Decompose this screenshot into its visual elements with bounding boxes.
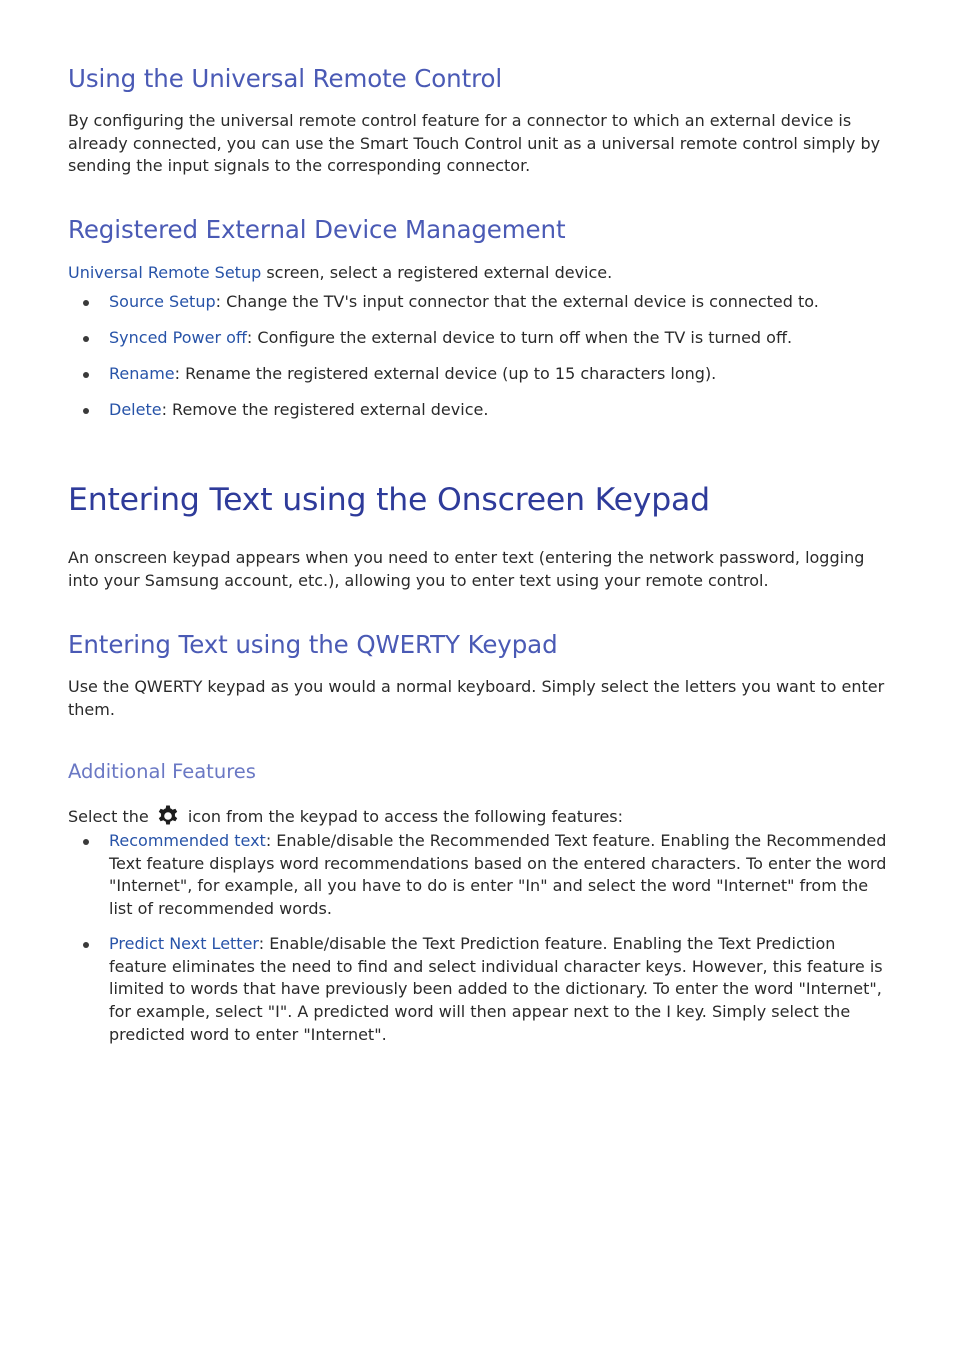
item-description: : Enable/disable the Recommended Text feature. Enabling the Recommended Text feature displays word recommendations based on the entered characters. To enter the word "Internet", for example, all you have to do is enter "In" and select the word "Internet" from the list of recommended words. xyxy=(109,831,887,919)
intro-before: Select the xyxy=(68,807,154,826)
bullet-icon xyxy=(83,300,89,306)
section-title-qwerty-keypad: Entering Text using the QWERTY Keypad xyxy=(68,630,558,659)
item-description: : Rename the registered external device (up to 15 characters long). xyxy=(174,364,717,383)
additional-features-intro xyxy=(68,804,888,829)
device-management-intro xyxy=(68,262,888,285)
section-title-device-management: Registered External Device Management xyxy=(68,215,566,244)
term-rename: Rename xyxy=(109,364,175,383)
term-source-setup: Source Setup xyxy=(109,292,216,311)
bullet-icon xyxy=(83,408,89,414)
term-delete: Delete xyxy=(109,400,162,419)
item-description: : Remove the registered external device. xyxy=(161,400,489,419)
bullet-icon xyxy=(83,839,89,845)
list-item-synced-power-off xyxy=(68,327,888,350)
qwerty-keypad-body: Use the QWERTY keypad as you would a normal keyboard. Simply select the letters you want to enter them. xyxy=(68,677,885,719)
subsection-title-additional-features: Additional Features xyxy=(68,760,256,783)
gear-icon xyxy=(156,804,180,828)
intro-after: icon from the keypad to access the following features: xyxy=(182,807,624,826)
onscreen-keypad-body: An onscreen keypad appears when you need to enter text (entering the network password, logging into your Samsung account, etc.), allowing you to enter text using your remote control. xyxy=(68,548,865,590)
item-description: : Change the TV's input connector that the external device is connected to. xyxy=(215,292,819,311)
bullet-icon xyxy=(83,372,89,378)
list-item-rename xyxy=(68,363,888,386)
list-item-source-setup xyxy=(68,291,888,314)
section-title-universal-remote: Using the Universal Remote Control xyxy=(68,64,503,93)
bullet-icon xyxy=(83,942,89,948)
list-item-predict-next-letter xyxy=(68,933,888,1047)
term-recommended-text: Recommended text xyxy=(109,831,266,850)
chapter-title-onscreen-keypad: Entering Text using the Onscreen Keypad xyxy=(68,482,710,518)
bullet-icon xyxy=(83,336,89,342)
list-item-recommended-text xyxy=(68,830,888,921)
list-item-delete xyxy=(68,399,888,422)
intro-text: screen, select a registered external device. xyxy=(261,263,613,282)
term-synced-power-off: Synced Power off xyxy=(109,328,247,347)
item-description: : Configure the external device to turn off when the TV is turned off. xyxy=(246,328,793,347)
universal-remote-body: By configuring the universal remote control feature for a connector to which an external device is already connected, you can use the Smart Touch Control unit as a universal remote control simply by sending the input signals to the corresponding connector. xyxy=(68,111,881,176)
term-universal-remote-setup: Universal Remote Setup xyxy=(68,263,262,282)
term-predict-next-letter: Predict Next Letter xyxy=(109,934,259,953)
item-description: : Enable/disable the Text Prediction feature. Enabling the Text Prediction feature eliminates the need to find and select individual character keys. However, this feature is limited to words that have previously been added to the dictionary. To enter the word "Internet", for example, select "I". A predicted word will then appear next to the I key. Simply select the predicted word to enter "Internet". xyxy=(109,934,883,1044)
